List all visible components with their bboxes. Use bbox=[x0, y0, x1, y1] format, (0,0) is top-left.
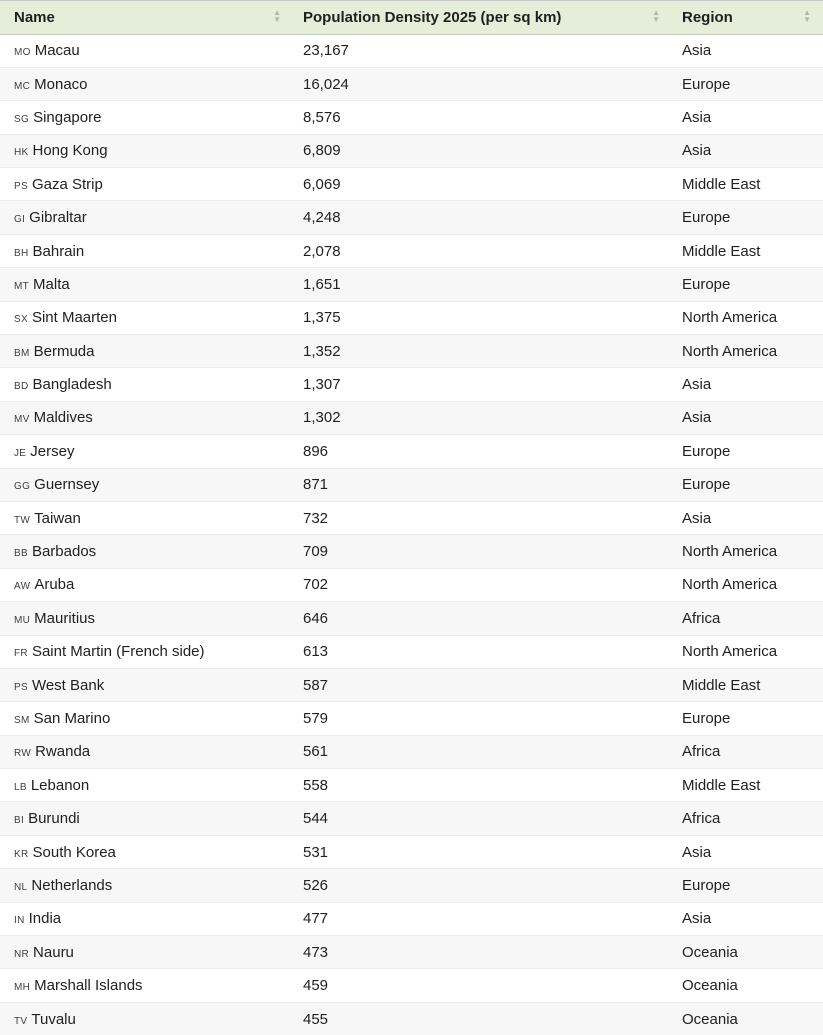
header-row bbox=[0, 1, 823, 34]
name-cell bbox=[0, 134, 293, 167]
region-cell: Asia bbox=[672, 401, 823, 434]
region-cell: Asia bbox=[672, 368, 823, 401]
density-cell: 6,069 bbox=[293, 168, 672, 201]
density-cell: 709 bbox=[293, 535, 672, 568]
sort-updown-icon[interactable]: ▲ ▼ bbox=[273, 8, 281, 25]
name-cell bbox=[0, 34, 293, 67]
country-name: Tuvalu bbox=[31, 1010, 76, 1028]
name-cell bbox=[0, 101, 293, 134]
table-row bbox=[0, 769, 823, 802]
column-header-label: Region bbox=[682, 8, 733, 26]
country-code: HK bbox=[14, 147, 29, 159]
name-cell bbox=[0, 769, 293, 802]
name-cell bbox=[0, 735, 293, 768]
region-cell: Africa bbox=[672, 802, 823, 835]
country-code: BB bbox=[14, 548, 28, 560]
region-cell: Asia bbox=[672, 134, 823, 167]
density-cell: 2,078 bbox=[293, 234, 672, 267]
region-cell: Oceania bbox=[672, 936, 823, 969]
country-name: India bbox=[28, 910, 62, 928]
table-row bbox=[0, 668, 823, 701]
region-cell: North America bbox=[672, 568, 823, 601]
country-name: Jersey bbox=[30, 442, 75, 460]
table-row bbox=[0, 401, 823, 434]
region-cell: Oceania bbox=[672, 1002, 823, 1035]
table-row bbox=[0, 268, 823, 301]
table-row bbox=[0, 67, 823, 100]
table-row bbox=[0, 168, 823, 201]
region-cell: North America bbox=[672, 335, 823, 368]
country-name: Malta bbox=[33, 275, 70, 293]
density-cell: 732 bbox=[293, 501, 672, 534]
country-code: KR bbox=[14, 848, 29, 860]
density-cell: 455 bbox=[293, 1002, 672, 1035]
country-name: Nauru bbox=[33, 943, 74, 961]
region-cell: Europe bbox=[672, 435, 823, 468]
density-cell: 526 bbox=[293, 869, 672, 902]
density-cell: 544 bbox=[293, 802, 672, 835]
table-row bbox=[0, 34, 823, 67]
name-cell bbox=[0, 1002, 293, 1035]
country-code: BM bbox=[14, 347, 30, 359]
country-code: SM bbox=[14, 715, 30, 726]
country-code: IN bbox=[14, 915, 25, 927]
density-cell: 1,352 bbox=[293, 335, 672, 368]
country-name: Singapore bbox=[33, 108, 102, 126]
region-cell: Asia bbox=[672, 902, 823, 935]
country-name: West Bank bbox=[31, 676, 105, 694]
density-cell: 1,302 bbox=[293, 401, 672, 434]
country-name: Hong Kong bbox=[32, 142, 108, 160]
region-cell: North America bbox=[672, 535, 823, 568]
density-cell: 459 bbox=[293, 969, 672, 1002]
density-cell: 896 bbox=[293, 435, 672, 468]
sort-updown-icon[interactable]: ▲ ▼ bbox=[803, 8, 811, 25]
table-row bbox=[0, 535, 823, 568]
name-cell bbox=[0, 568, 293, 601]
table-row bbox=[0, 869, 823, 902]
name-cell bbox=[0, 969, 293, 1002]
country-code: MH bbox=[14, 982, 31, 994]
column-header-label: Population Density 2025 (per sq km) bbox=[303, 8, 562, 26]
density-cell: 646 bbox=[293, 602, 672, 635]
name-cell bbox=[0, 401, 293, 434]
table-row bbox=[0, 735, 823, 768]
country-code: MO bbox=[14, 47, 31, 59]
region-cell: Oceania bbox=[672, 969, 823, 1002]
country-code: BH bbox=[14, 247, 29, 259]
table-row bbox=[0, 201, 823, 234]
table-row bbox=[0, 501, 823, 534]
country-name: Sint Maarten bbox=[31, 309, 117, 327]
name-cell bbox=[0, 501, 293, 534]
country-name: San Marino bbox=[33, 710, 111, 727]
density-cell: 4,248 bbox=[293, 201, 672, 234]
country-name: Rwanda bbox=[35, 743, 91, 761]
table-row bbox=[0, 234, 823, 267]
data-table bbox=[0, 1, 823, 1035]
table-row bbox=[0, 134, 823, 167]
name-cell bbox=[0, 535, 293, 568]
density-cell: 531 bbox=[293, 835, 672, 868]
column-header-region[interactable] bbox=[672, 1, 823, 34]
table-body bbox=[0, 34, 823, 1035]
table-row bbox=[0, 702, 823, 735]
region-cell: Middle East bbox=[672, 168, 823, 201]
table-row bbox=[0, 568, 823, 601]
column-header-name[interactable] bbox=[0, 1, 293, 34]
table-row bbox=[0, 936, 823, 969]
country-name: Maldives bbox=[33, 409, 93, 427]
region-cell: Europe bbox=[672, 201, 823, 234]
name-cell bbox=[0, 301, 293, 334]
table-row bbox=[0, 468, 823, 501]
country-name: Guernsey bbox=[34, 476, 100, 494]
density-cell: 558 bbox=[293, 769, 672, 802]
name-cell bbox=[0, 268, 293, 301]
country-name: Saint Martin (French side) bbox=[31, 643, 205, 661]
country-name: Marshall Islands bbox=[34, 977, 143, 995]
country-code: AW bbox=[14, 581, 31, 593]
region-cell: Europe bbox=[672, 268, 823, 301]
region-cell: Middle East bbox=[672, 769, 823, 802]
region-cell: Middle East bbox=[672, 234, 823, 267]
name-cell bbox=[0, 234, 293, 267]
region-cell: Europe bbox=[672, 67, 823, 100]
table-row bbox=[0, 802, 823, 835]
country-name: Gaza Strip bbox=[31, 175, 103, 193]
region-cell: Africa bbox=[672, 602, 823, 635]
country-code: RW bbox=[14, 748, 32, 760]
table-row bbox=[0, 969, 823, 1002]
country-name: Netherlands bbox=[31, 876, 113, 894]
name-cell bbox=[0, 468, 293, 501]
country-code: JE bbox=[14, 447, 27, 459]
name-cell bbox=[0, 668, 293, 701]
country-code: PS bbox=[14, 180, 28, 192]
name-cell bbox=[0, 67, 293, 100]
region-cell: Africa bbox=[672, 735, 823, 768]
table-row bbox=[0, 635, 823, 668]
region-cell: Asia bbox=[672, 501, 823, 534]
region-cell: Asia bbox=[672, 835, 823, 868]
country-code: SX bbox=[14, 314, 28, 326]
country-name: Bahrain bbox=[32, 242, 85, 260]
name-cell bbox=[0, 702, 293, 735]
country-name: Burundi bbox=[28, 810, 80, 828]
name-cell bbox=[0, 368, 293, 401]
country-code: MC bbox=[14, 80, 31, 92]
country-name: Macau bbox=[34, 42, 80, 60]
density-cell: 613 bbox=[293, 635, 672, 668]
density-cell: 477 bbox=[293, 902, 672, 935]
table-row bbox=[0, 301, 823, 334]
country-name: Taiwan bbox=[34, 509, 81, 527]
name-cell bbox=[0, 802, 293, 835]
country-code: GI bbox=[14, 214, 26, 226]
table-row bbox=[0, 902, 823, 935]
name-cell bbox=[0, 168, 293, 201]
country-code: MV bbox=[14, 414, 30, 426]
country-code: GG bbox=[14, 481, 31, 493]
sort-updown-icon[interactable]: ▲ ▼ bbox=[652, 8, 660, 25]
country-code: BD bbox=[14, 381, 29, 393]
country-code: MU bbox=[14, 614, 31, 626]
country-code: TW bbox=[14, 514, 31, 526]
country-code: NR bbox=[14, 948, 30, 960]
name-cell bbox=[0, 201, 293, 234]
table-row bbox=[0, 335, 823, 368]
country-code: NL bbox=[14, 881, 28, 893]
table-row bbox=[0, 368, 823, 401]
density-cell: 473 bbox=[293, 936, 672, 969]
region-cell: Asia bbox=[672, 101, 823, 134]
region-cell: Asia bbox=[672, 34, 823, 67]
column-header-label: Name bbox=[14, 8, 55, 26]
country-code: LB bbox=[14, 781, 27, 793]
country-name: Gibraltar bbox=[29, 209, 87, 227]
density-cell: 1,307 bbox=[293, 368, 672, 401]
name-cell bbox=[0, 635, 293, 668]
table-row bbox=[0, 101, 823, 134]
country-name: Aruba bbox=[34, 576, 75, 594]
density-cell: 6,809 bbox=[293, 134, 672, 167]
density-cell: 871 bbox=[293, 468, 672, 501]
table-row bbox=[0, 602, 823, 635]
region-cell: North America bbox=[672, 635, 823, 668]
name-cell bbox=[0, 835, 293, 868]
region-cell: North America bbox=[672, 301, 823, 334]
density-cell: 702 bbox=[293, 568, 672, 601]
density-cell: 16,024 bbox=[293, 67, 672, 100]
density-cell: 23,167 bbox=[293, 34, 672, 67]
density-cell: 561 bbox=[293, 735, 672, 768]
country-code: TV bbox=[14, 1015, 28, 1027]
country-name: South Korea bbox=[32, 843, 116, 861]
country-code: FR bbox=[14, 648, 28, 660]
country-name: Mauritius bbox=[34, 609, 96, 627]
country-code: BI bbox=[14, 815, 25, 827]
region-cell: Europe bbox=[672, 468, 823, 501]
region-cell: Europe bbox=[672, 702, 823, 735]
country-code: SG bbox=[14, 113, 30, 125]
name-cell bbox=[0, 602, 293, 635]
density-cell: 579 bbox=[293, 702, 672, 735]
name-cell bbox=[0, 902, 293, 935]
column-header-density[interactable] bbox=[293, 1, 672, 34]
table-row bbox=[0, 435, 823, 468]
country-name: Monaco bbox=[34, 75, 88, 93]
name-cell bbox=[0, 936, 293, 969]
density-cell: 587 bbox=[293, 668, 672, 701]
country-code: PS bbox=[14, 681, 28, 693]
density-cell: 1,375 bbox=[293, 301, 672, 334]
name-cell bbox=[0, 869, 293, 902]
region-cell: Middle East bbox=[672, 668, 823, 701]
country-name: Lebanon bbox=[30, 776, 90, 794]
country-name: Bermuda bbox=[33, 342, 95, 360]
density-cell: 8,576 bbox=[293, 101, 672, 134]
density-cell: 1,651 bbox=[293, 268, 672, 301]
region-cell: Europe bbox=[672, 869, 823, 902]
name-cell bbox=[0, 435, 293, 468]
country-name: Barbados bbox=[31, 543, 97, 561]
table-row bbox=[0, 835, 823, 868]
country-name: Bangladesh bbox=[32, 376, 112, 394]
name-cell bbox=[0, 335, 293, 368]
table-row bbox=[0, 1002, 823, 1035]
country-code: MT bbox=[14, 280, 30, 292]
